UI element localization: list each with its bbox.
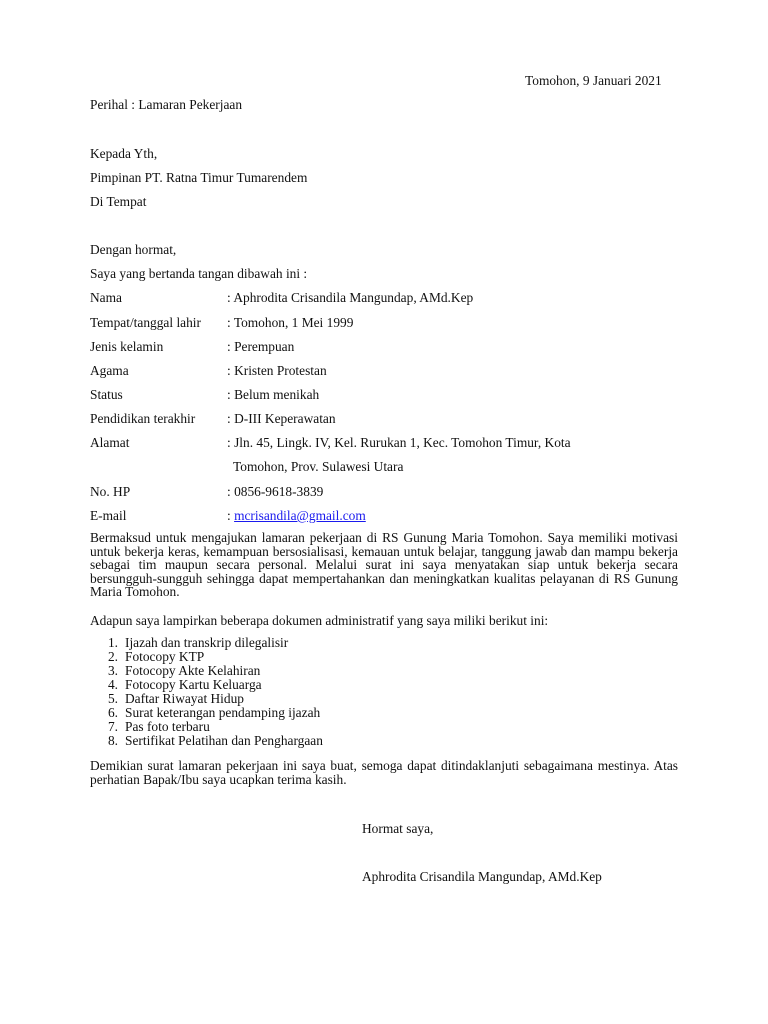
- email-link[interactable]: mcrisandila@gmail.com: [234, 508, 366, 523]
- attachment-list: [90, 636, 490, 748]
- detail-value-status: : Belum menikah: [227, 387, 320, 402]
- detail-value-religion: : Kristen Protestan: [227, 363, 327, 378]
- letter-subject: Perihal : Lamaran Pekerjaan: [90, 97, 243, 112]
- list-item: 4. Fotocopy Kartu Keluarga: [107, 677, 262, 692]
- list-item: 7. Pas foto terbaru: [107, 719, 210, 734]
- list-item: 8. Sertifikat Pelatihan dan Penghargaan: [107, 733, 323, 748]
- detail-label-religion: Agama: [90, 363, 129, 378]
- signature-name: Aphrodita Crisandila Mangundap, AMd.Kep: [362, 869, 602, 884]
- list-item: 5. Daftar Riwayat Hidup: [107, 691, 244, 706]
- detail-label-gender: Jenis kelamin: [90, 339, 164, 354]
- recipient-greeting: Kepada Yth,: [90, 146, 158, 161]
- detail-value-address: : Jln. 45, Lingk. IV, Kel. Rurukan 1, Kec. Tomohon Timur, Kota: [227, 435, 571, 450]
- detail-label-status: Status: [90, 387, 123, 402]
- list-item: 6. Surat keterangan pendamping ijazah: [107, 705, 321, 720]
- letter-date: Tomohon, 9 Januari 2021: [525, 73, 662, 88]
- detail-value-gender: : Perempuan: [227, 339, 295, 354]
- intro-line: Saya yang bertanda tangan dibawah ini :: [90, 266, 308, 281]
- signoff: Hormat saya,: [362, 821, 434, 836]
- detail-label-name: Nama: [90, 290, 122, 305]
- detail-label-phone: No. HP: [90, 484, 131, 499]
- detail-value-phone: : 0856-9618-3839: [227, 484, 324, 499]
- body-paragraph-attachments: Adapun saya lampirkan beberapa dokumen administratif yang saya miliki berikut ini:: [90, 613, 549, 628]
- recipient-place: Di Tempat: [90, 194, 147, 209]
- list-item: 2. Fotocopy KTP: [107, 649, 205, 664]
- detail-value-email: [227, 508, 366, 524]
- detail-label-birth: Tempat/tanggal lahir: [90, 315, 201, 330]
- recipient-name: Pimpinan PT. Ratna Timur Tumarendem: [90, 170, 308, 185]
- list-item: 3. Fotocopy Akte Kelahiran: [107, 663, 261, 678]
- detail-value-education: : D-III Keperawatan: [227, 411, 336, 426]
- email-colon: :: [227, 508, 235, 523]
- detail-label-email: E-mail: [90, 508, 127, 523]
- salutation: Dengan hormat,: [90, 242, 177, 257]
- list-item: 1. Ijazah dan transkrip dilegalisir: [107, 635, 289, 650]
- closing-paragraph: Demikian surat lamaran pekerjaan ini saya buat, semoga dapat ditindaklanjuti sebagaimana mestinya. Atas perhatian Bapak/Ibu saya ucapkan terima kasih.: [90, 758, 678, 787]
- detail-value-name: : Aphrodita Crisandila Mangundap, AMd.Kep: [227, 290, 474, 305]
- detail-value-address-cont: Tomohon, Prov. Sulawesi Utara: [233, 459, 404, 474]
- body-paragraph-purpose: Bermaksud untuk mengajukan lamaran pekerjaan di RS Gunung Maria Tomohon. Saya memiliki motivasi untuk bekerja keras, kemampuan bersosialisasi, kemauan untuk belajar, tanggung jawab dan mampu bekerja sebagai tim maupun secara personal. Melalui surat ini saya menyatakan siap untuk bekerja secara bersungguh-sungguh sehingga dapat mempertahankan dan meningkatkan kualitas pelayanan di RS Gunung Maria Tomohon.: [90, 530, 678, 600]
- detail-label-address: Alamat: [90, 435, 130, 450]
- detail-value-birth: : Tomohon, 1 Mei 1999: [227, 315, 354, 330]
- detail-label-education: Pendidikan terakhir: [90, 411, 196, 426]
